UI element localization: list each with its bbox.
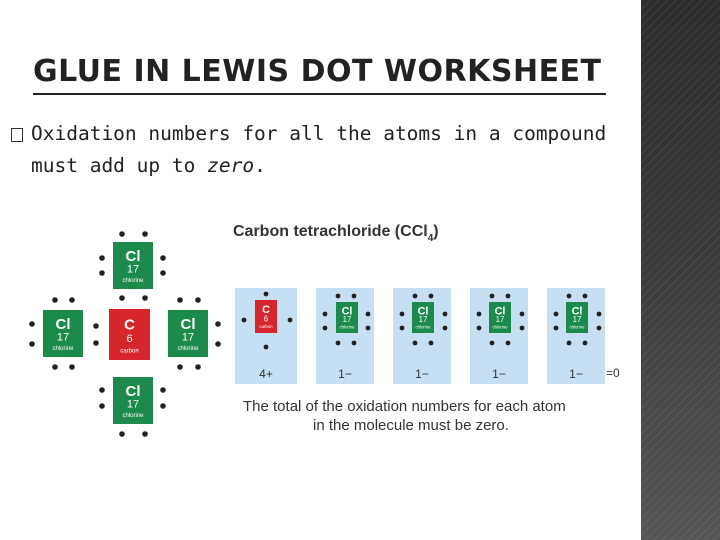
- atom-c-center: [109, 309, 150, 360]
- element-symbol: Cl: [55, 315, 71, 333]
- electron-dot: [443, 312, 448, 317]
- electron-dot: [177, 364, 183, 370]
- electron-dot: [352, 294, 357, 299]
- electron-dot: [554, 326, 559, 331]
- electron-dot: [413, 341, 418, 346]
- element-symbol: Cl: [125, 247, 141, 265]
- electron-dot: [52, 297, 58, 303]
- element-name: chlorine: [569, 324, 585, 330]
- element-name: chlorine: [339, 324, 355, 330]
- figure-heading: Carbon tetrachloride (CCl$_4$): [233, 223, 439, 244]
- electron-dot: [429, 341, 434, 346]
- element-symbol: Cl: [125, 382, 141, 400]
- element-symbol: Cl: [494, 305, 506, 318]
- electron-dot: [177, 297, 183, 303]
- caption-line-2: in the molecule must be zero.: [313, 417, 509, 434]
- electron-dot: [400, 312, 405, 317]
- element-symbol: Cl: [180, 315, 196, 333]
- element-name: chlorine: [177, 345, 199, 352]
- row-atom-chlorine-2: [412, 302, 434, 333]
- bullet-text-line-2-end: .: [254, 154, 266, 177]
- electron-dot: [160, 387, 166, 393]
- atomic-number: 17: [342, 315, 352, 325]
- row-atom-carbon: [255, 300, 277, 333]
- electron-dot: [366, 312, 371, 317]
- electron-dot: [429, 294, 434, 299]
- atomic-number: 17: [181, 331, 195, 344]
- electron-dot: [160, 255, 166, 261]
- element-symbol: C: [262, 304, 270, 317]
- caption-line-1: The total of the oxidation numbers for each atom: [243, 398, 566, 415]
- electron-dot: [142, 295, 148, 301]
- electron-dot: [119, 295, 125, 301]
- electron-dot: [477, 326, 482, 331]
- electron-dot: [119, 231, 125, 237]
- electron-dot: [413, 294, 418, 299]
- atomic-number: 17: [495, 315, 505, 325]
- slide-title: GLUE IN LEWIS DOT WORKSHEET: [33, 54, 602, 89]
- atom-cl-top: [113, 242, 153, 289]
- electron-dot: [142, 431, 148, 437]
- electron-dot: [69, 297, 75, 303]
- oxidation-number-chlorine-4: 1−: [569, 367, 583, 381]
- atomic-number: 17: [126, 398, 140, 411]
- atomic-number: 6: [263, 314, 269, 324]
- electron-dot: [93, 340, 99, 346]
- row-atom-chlorine-1: [336, 302, 358, 333]
- electron-dot: [477, 312, 482, 317]
- element-name: chlorine: [492, 324, 508, 330]
- atom-cl-bottom: [113, 377, 153, 424]
- electron-dot: [29, 341, 35, 347]
- oxidation-number-chlorine-1: 1−: [338, 367, 352, 381]
- oxidation-number-chlorine-2: 1−: [415, 367, 429, 381]
- element-symbol: Cl: [341, 305, 353, 318]
- electron-dot: [160, 270, 166, 276]
- electron-dot: [520, 326, 525, 331]
- electron-dot: [567, 341, 572, 346]
- element-name: carbon: [120, 348, 139, 355]
- electron-dot: [597, 326, 602, 331]
- element-symbol: C: [124, 316, 135, 334]
- electron-dot: [336, 341, 341, 346]
- element-name: chlorine: [415, 324, 431, 330]
- electron-dot: [490, 341, 495, 346]
- electron-dot: [323, 312, 328, 317]
- electron-dot: [597, 312, 602, 317]
- element-name: carbon: [259, 324, 273, 330]
- row-atom-chlorine-3: [489, 302, 511, 333]
- electron-dot: [93, 323, 99, 329]
- bullet-text-line-2-start: must add up to: [31, 154, 208, 177]
- electron-dot: [583, 341, 588, 346]
- atomic-number: 17: [572, 315, 582, 325]
- atomic-number: 17: [56, 331, 70, 344]
- row-atom-chlorine-4: [566, 302, 588, 333]
- electron-dot: [352, 341, 357, 346]
- atom-cl-left: [43, 310, 83, 357]
- bullet-text-line-1: Oxidation numbers for all the atoms in a compound: [31, 122, 607, 145]
- electron-dot: [288, 318, 293, 323]
- electron-dot: [215, 341, 221, 347]
- element-name: chlorine: [52, 345, 74, 352]
- element-symbol: Cl: [417, 305, 429, 318]
- atom-cl-right: [168, 310, 208, 357]
- electron-dot: [160, 403, 166, 409]
- decorative-sidebar: [641, 0, 720, 540]
- electron-dot: [99, 270, 105, 276]
- electron-dot: [323, 326, 328, 331]
- electron-dot: [99, 387, 105, 393]
- electron-dot: [195, 364, 201, 370]
- electron-dot: [215, 321, 221, 327]
- atomic-number: 6: [126, 333, 133, 346]
- sum-label: =0: [606, 366, 620, 380]
- electron-dot: [400, 326, 405, 331]
- electron-dot: [99, 255, 105, 261]
- element-name: chlorine: [122, 412, 144, 419]
- electron-dot: [264, 345, 269, 350]
- electron-dot: [52, 364, 58, 370]
- electron-dot: [29, 321, 35, 327]
- electron-dot: [443, 326, 448, 331]
- electron-dot: [69, 364, 75, 370]
- electron-dot: [520, 312, 525, 317]
- electron-dot: [554, 312, 559, 317]
- element-symbol: Cl: [571, 305, 583, 318]
- electron-dot: [242, 318, 247, 323]
- atomic-number: 17: [418, 315, 428, 325]
- electron-dot: [506, 294, 511, 299]
- electron-dot: [99, 403, 105, 409]
- electron-dot: [366, 326, 371, 331]
- electron-dot: [264, 292, 269, 297]
- element-name: chlorine: [122, 277, 144, 284]
- oxidation-number-chlorine-3: 1−: [492, 367, 506, 381]
- electron-dot: [119, 431, 125, 437]
- bullet-text-emphasis: zero: [207, 154, 255, 177]
- atomic-number: 17: [126, 263, 140, 276]
- electron-dot: [506, 341, 511, 346]
- electron-dot: [142, 231, 148, 237]
- oxidation-number-carbon: 4+: [259, 367, 273, 381]
- electron-dot: [567, 294, 572, 299]
- electron-dot: [583, 294, 588, 299]
- electron-dot: [195, 297, 201, 303]
- electron-dot: [490, 294, 495, 299]
- electron-dot: [336, 294, 341, 299]
